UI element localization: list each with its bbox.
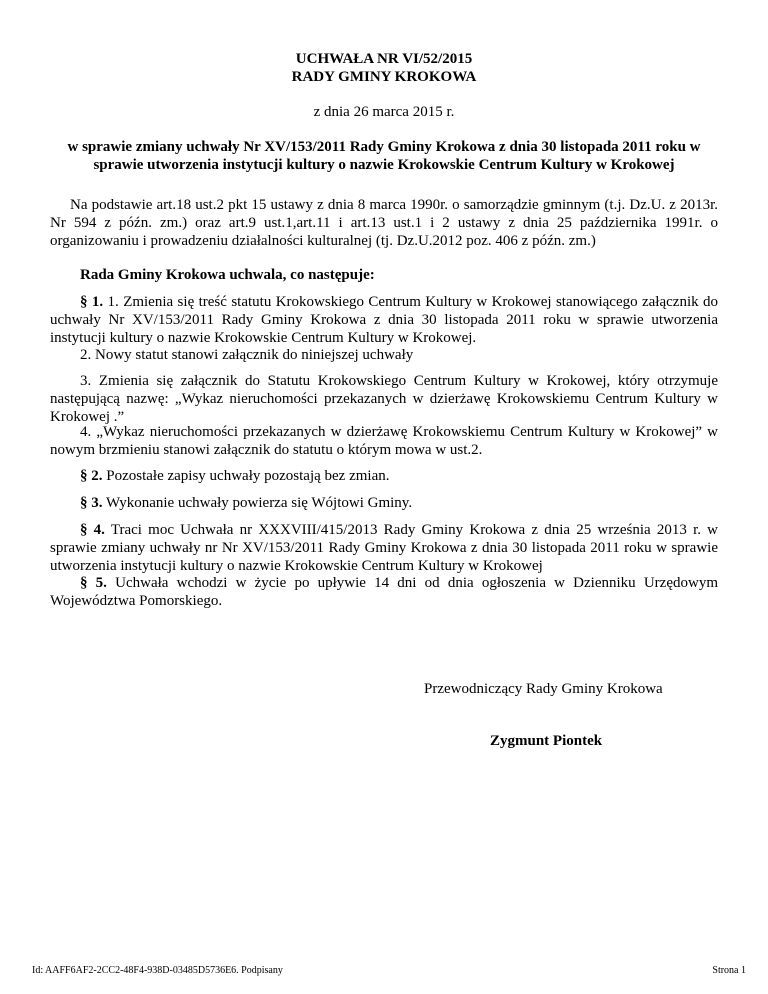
section-label: § 2. bbox=[80, 468, 103, 484]
section-text: 4. „Wykaz nieruchomości przekazanych w dzierżawę Krokowskiemu Centrum Kultury w Krokowej” w nowym brzmieniu stanowi załącznik do statutu o którym mowa w ust.2. bbox=[50, 424, 718, 458]
section-text: 1. Zmienia się treść statutu Krokowskiego Centrum Kultury w Krokowej stanowiącego załącznik do uchwały Nr XV/153/2011 Rady Gminy Krokowa z dnia 30 listopada 2011 roku w sprawie utworzenia instytucji kultury o nazwie Krokowskie Centrum Kultury w Krokowej. bbox=[50, 294, 719, 346]
section-text: Traci moc Uchwała nr XXXVIII/415/2013 Rady Gminy Krokowa z dnia 25 września 2013 r. w sprawie zmiany uchwały nr Nr XV/153/2011 Rady Gminy Krokowa z dnia 30 listopada 2011 roku w sprawie utworzenia instytucji kultury o nazwie Krokowskie Centrum Kultury w Krokowej bbox=[50, 522, 718, 574]
document-id-footer: Id: AAFF6AF2-2CC2-48F4-938D-03485D5736E6. Podpisany bbox=[32, 965, 283, 976]
section-text: Wykonanie uchwały powierza się Wójtowi Gminy. bbox=[102, 495, 413, 511]
legal-basis-paragraph: Na podstawie art.18 ust.2 pkt 15 ustawy z dnia 8 marca 1990r. o samorządzie gminnym (t.j. Dz.U. z 2013r. Nr 594 z późn. zm.) oraz art.9 ust.1,art.11 i art.13 ust.1 i 2 ustawy z dnia 25 października 1991r. o organizowaniu i prowadzeniu działalności kulturalnej (tj. Dz.U.2012 poz. 406 z późn. zm.) bbox=[50, 197, 718, 249]
resolution-date: z dnia 26 marca 2015 r. bbox=[313, 104, 455, 120]
section-label: § 1. bbox=[80, 294, 104, 310]
section-label: § 4. bbox=[80, 522, 105, 538]
section-3-paragraph bbox=[50, 494, 718, 512]
council-name: RADY GMINY KROKOWA bbox=[291, 69, 477, 85]
signatory-name: Zygmunt Piontek bbox=[490, 733, 603, 749]
section-1-item-4 bbox=[50, 423, 718, 459]
section-text: Pozostałe zapisy uchwały pozostają bez zmian. bbox=[102, 468, 390, 484]
resolution-intro: Rada Gminy Krokowa uchwala, co następuje: bbox=[80, 267, 375, 283]
section-label: § 5. bbox=[80, 575, 107, 591]
section-text: Uchwała wchodzi w życie po upływie 14 dni od dnia ogłoszenia w Dzienniku Urzędowym Województwa Pomorskiego. bbox=[50, 575, 718, 609]
section-label: § 3. bbox=[80, 495, 103, 511]
document-page bbox=[32, 0, 746, 994]
page-number-footer: Strona 1 bbox=[712, 965, 746, 976]
resolution-subject: w sprawie zmiany uchwały Nr XV/153/2011 Rady Gminy Krokowa z dnia 30 listopada 2011 roku w sprawie utworzenia instytucji kultury o nazwie Krokowskie Centrum Kultury w Krokowej bbox=[67, 139, 701, 173]
section-1-item-3 bbox=[50, 372, 718, 426]
section-1-item-2 bbox=[50, 346, 718, 364]
section-4-paragraph bbox=[50, 521, 718, 575]
section-text: 2. Nowy statut stanowi załącznik do niniejszej uchwały bbox=[80, 347, 414, 363]
section-text: 3. Zmienia się załącznik do Statutu Krokowskiego Centrum Kultury w Krokowej, który otrzymuje następującą nazwę: „Wykaz nieruchomości przekazanych w dzierżawę Krokowskiemu Centrum Kultury w Krokowej .” bbox=[50, 373, 718, 425]
section-5-paragraph bbox=[50, 574, 718, 610]
resolution-number: UCHWAŁA NR VI/52/2015 bbox=[295, 51, 473, 67]
section-2-paragraph bbox=[50, 467, 718, 485]
signatory-title: Przewodniczący Rady Gminy Krokowa bbox=[424, 681, 663, 697]
section-1-paragraph bbox=[50, 293, 718, 347]
